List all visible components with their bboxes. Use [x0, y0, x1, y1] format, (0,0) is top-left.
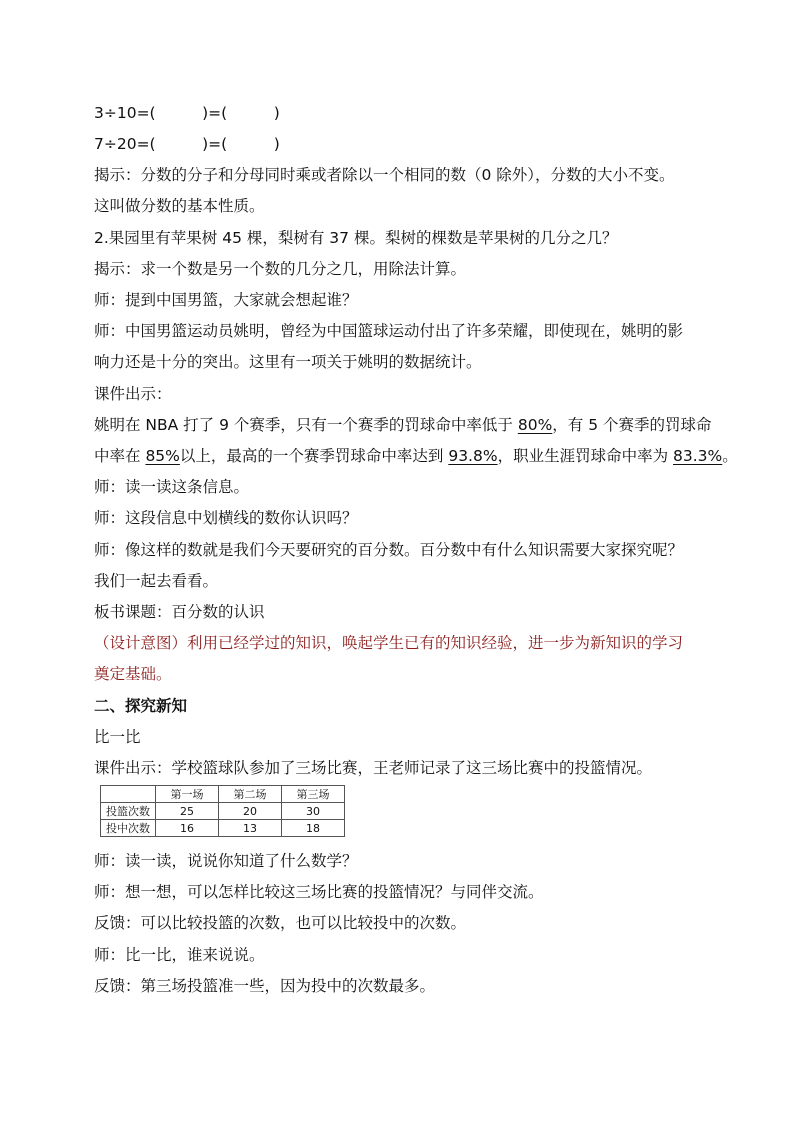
- subheading-compare: 比一比: [94, 728, 141, 746]
- table-cell: 25: [156, 803, 219, 820]
- text-segment: ，有 5 个赛季的罚球命: [552, 416, 712, 434]
- teacher-line-2: 师：中国男篮运动员姚明，曾经为中国篮球运动付出了许多荣耀，即使现在，姚明的影: [94, 322, 684, 340]
- table-cell: 16: [156, 820, 219, 837]
- underlined-percent-80: 80%: [517, 416, 553, 434]
- teacher-line-5: 师：像这样的数就是我们今天要研究的百分数。百分数中有什么知识需要大家探究呢？: [94, 541, 684, 559]
- underlined-percent-93-8: 93.8%: [448, 447, 498, 465]
- feedback-line-2: 反馈：第三场投篮准一些，因为投中的次数最多。: [94, 977, 436, 995]
- teacher-line-1: 师：提到中国男篮，大家就会想起谁？: [94, 291, 358, 309]
- text-segment: 以上，最高的一个赛季罚球命中率达到: [179, 447, 449, 465]
- reveal-basic-property: 揭示：分数的分子和分母同时乘或者除以一个相同的数（0 除外），分数的大小不变。: [94, 166, 675, 184]
- teacher-line-5-cont: 我们一起去看看。: [94, 572, 219, 590]
- reveal-division: 揭示：求一个数是另一个数的几分之几，用除法计算。: [94, 260, 467, 278]
- row-label: 投篮次数: [101, 803, 156, 820]
- section-heading: 二、探究新知: [94, 697, 188, 715]
- exercise-line-1: 3÷10=( )=( ): [94, 104, 280, 122]
- shots-table: [100, 785, 345, 837]
- board-title: 板书课题：百分数的认识: [94, 603, 265, 621]
- table-header-row: [101, 786, 345, 803]
- teacher-line-8: 师：比一比，谁来说说。: [94, 946, 265, 964]
- table-header: 第一场: [156, 786, 219, 803]
- basic-property-line: 这叫做分数的基本性质。: [94, 197, 265, 215]
- table-corner-cell: [101, 786, 156, 803]
- teacher-line-3: 师：读一读这条信息。: [94, 478, 250, 496]
- text-segment: 姚明在 NBA 打了 9 个赛季，只有一个赛季的罚球命中率低于: [94, 416, 518, 434]
- teacher-line-4: 师：这段信息中划横线的数你认识吗？: [94, 509, 358, 527]
- yaoming-stats-line-1: [94, 415, 734, 435]
- table-cell: 20: [219, 803, 282, 820]
- courseware-label-1: 课件出示：: [94, 385, 172, 403]
- row-label: 投中次数: [101, 820, 156, 837]
- text-segment: 中率在: [94, 447, 146, 465]
- teacher-line-7: 师：想一想，可以怎样比较这三场比赛的投篮情况？与同伴交流。: [94, 883, 544, 901]
- courseware-label-2: 课件出示：学校篮球队参加了三场比赛，王老师记录了这三场比赛中的投篮情况。: [94, 759, 653, 777]
- table-cell: 18: [282, 820, 345, 837]
- table-header: 第三场: [282, 786, 345, 803]
- design-intent-line-2: 奠定基础。: [94, 665, 172, 683]
- table-header: 第二场: [219, 786, 282, 803]
- table-row: [101, 803, 345, 820]
- teacher-line-6: 师：读一读，说说你知道了什么数学？: [94, 852, 358, 870]
- feedback-line-1: 反馈：可以比较投篮的次数，也可以比较投中的次数。: [94, 914, 467, 932]
- underlined-percent-85: 85%: [145, 447, 180, 465]
- teacher-line-2-cont: 响力还是十分的突出。这里有一项关于姚明的数据统计。: [94, 353, 482, 371]
- yaoming-stats-line-2: [94, 446, 738, 466]
- exercise-line-2: 7÷20=( )=( ): [94, 135, 280, 153]
- design-intent-line-1: （设计意图）利用已经学过的知识，唤起学生已有的知识经验，进一步为新知识的学习: [94, 634, 684, 652]
- table-cell: 13: [219, 820, 282, 837]
- table-row: [101, 820, 345, 837]
- text-segment: 。: [722, 447, 738, 465]
- question-2: 2.果园里有苹果树 45 棵，梨树有 37 棵。梨树的棵数是苹果树的几分之几？: [94, 229, 618, 247]
- underlined-percent-83-3: 83.3%: [673, 447, 723, 465]
- text-segment: ，职业生涯罚球命中率为: [497, 447, 674, 465]
- table-cell: 30: [282, 803, 345, 820]
